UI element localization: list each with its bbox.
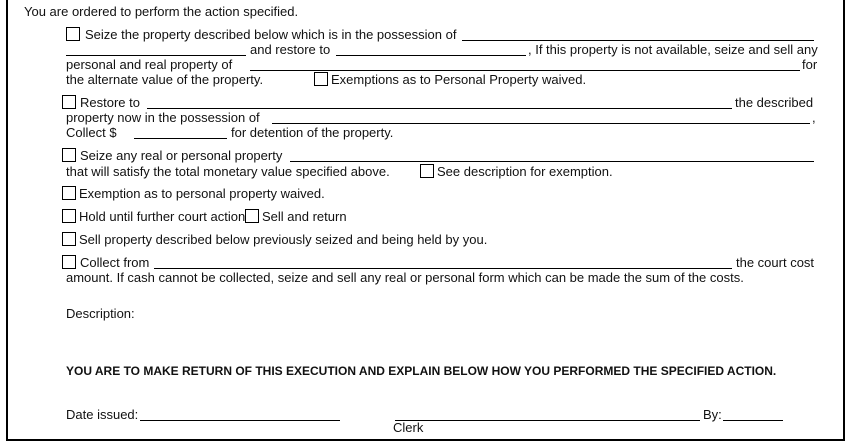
intro-text: You are ordered to perform the action specified. xyxy=(24,4,299,19)
sell-previous-checkbox[interactable] xyxy=(62,232,76,246)
by-label: By: xyxy=(703,407,722,422)
by-field[interactable] xyxy=(723,420,783,421)
sell-return-label: Sell and return xyxy=(262,209,347,224)
return-instruction: YOU ARE TO MAKE RETURN OF THIS EXECUTION AND EXPLAIN BELOW HOW YOU PERFORMED THE SPECIFIED ACTION. xyxy=(66,364,777,378)
collect-court-cost: the court cost xyxy=(736,255,815,270)
collect-from-field[interactable] xyxy=(154,268,732,269)
seize-line1: Seize the property described below which is in the possession of xyxy=(85,27,457,42)
restore-collect: Collect $ xyxy=(66,125,117,140)
collect-line2: amount. If cash cannot be collected, seize and sell any real or personal form which can be made the sum of the costs. xyxy=(66,270,744,285)
hold-label: Hold until further court action xyxy=(79,209,246,224)
see-description-checkbox[interactable] xyxy=(420,164,434,178)
seize-any-label: Seize any real or personal property xyxy=(80,148,283,163)
exemption-waived-label: Exemption as to personal property waived. xyxy=(79,186,325,201)
sell-return-checkbox[interactable] xyxy=(245,209,259,223)
clerk-signature-field[interactable] xyxy=(395,420,700,421)
restore-to-field[interactable] xyxy=(147,108,732,109)
collect-from-label: Collect from xyxy=(80,255,150,270)
seize-any-checkbox[interactable] xyxy=(62,148,76,162)
seize-possession-field-cont[interactable] xyxy=(66,55,246,56)
seize-personal-property-field[interactable] xyxy=(250,70,800,71)
seize-restore-field[interactable] xyxy=(336,55,526,56)
date-issued-label: Date issued: xyxy=(66,407,139,422)
seize-any-field[interactable] xyxy=(290,161,814,162)
restore-comma: , xyxy=(812,110,816,125)
restore-line2: property now in the possession of xyxy=(66,110,260,125)
seize-checkbox[interactable] xyxy=(66,27,80,41)
seize-line3: personal and real property of xyxy=(66,57,233,72)
description-label: Description: xyxy=(66,306,135,321)
see-description-label: See description for exemption. xyxy=(437,164,613,179)
clerk-label: Clerk xyxy=(393,420,424,435)
seize-not-available: , If this property is not available, seize and sell any xyxy=(528,42,818,57)
date-issued-field[interactable] xyxy=(140,420,340,421)
seize-and-restore: and restore to xyxy=(250,42,331,57)
collect-from-checkbox[interactable] xyxy=(62,255,76,269)
restore-possession-field[interactable] xyxy=(272,123,810,124)
exemptions-waived-checkbox[interactable] xyxy=(314,72,328,86)
sell-previous-label: Sell property described below previously seized and being held by you. xyxy=(79,232,488,247)
restore-detention: for detention of the property. xyxy=(231,125,394,140)
restore-the-described: the described xyxy=(735,95,814,110)
exemptions-waived-label: Exemptions as to Personal Property waived. xyxy=(331,72,587,87)
seize-any-line2: that will satisfy the total monetary value specified above. xyxy=(66,164,390,179)
exemption-waived-checkbox[interactable] xyxy=(62,186,76,200)
restore-label: Restore to xyxy=(80,95,140,110)
hold-checkbox[interactable] xyxy=(62,209,76,223)
seize-for: for xyxy=(802,57,818,72)
seize-line4: the alternate value of the property. xyxy=(66,72,264,87)
restore-checkbox[interactable] xyxy=(62,95,76,109)
restore-collect-amount-field[interactable] xyxy=(134,138,227,139)
seize-possession-field[interactable] xyxy=(462,40,814,41)
